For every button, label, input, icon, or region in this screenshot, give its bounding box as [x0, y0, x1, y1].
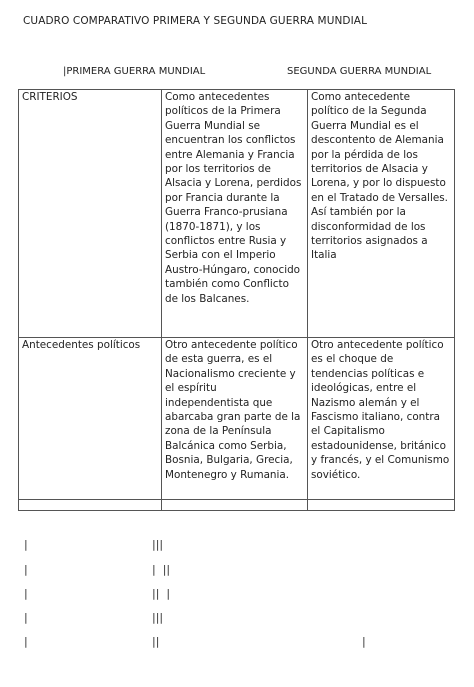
table-row — [19, 90, 455, 338]
stray-mark: | — [362, 635, 366, 648]
stray-mark: | — [24, 611, 28, 624]
stray-mark: | — [24, 563, 28, 576]
empty-cell — [308, 500, 455, 511]
stray-mark: | — [24, 635, 28, 648]
document-title: CUADRO COMPARATIVO PRIMERA Y SEGUNDA GUERRA MUNDIAL — [23, 15, 368, 27]
segunda-cell: Como antecedente político de la Segunda Guerra Mundial es el descontento de Alemania por la pérdida de los territorios de Alsacia y Lorena, y por lo dispuesto en el Tratado de Versalles. Así también por la disconformidad de los territorios asignados a Italia — [308, 90, 455, 338]
stray-mark: || | — [152, 587, 171, 600]
row-label-cell: CRITERIOS — [19, 90, 162, 338]
column-header-primera: |PRIMERA GUERRA MUNDIAL — [63, 66, 206, 77]
stray-mark: | || — [152, 563, 171, 576]
row-label-cell: Antecedentes políticos — [19, 338, 162, 500]
stray-mark: | — [24, 538, 28, 551]
segunda-cell: Otro antecedente político es el choque de tendencias políticas e ideológicas, entre el Nazismo alemán y el Fascismo italiano, contra el Capitalismo estadounidense, británico y francés, y el Comunismo soviético. — [308, 338, 455, 500]
stray-mark: ||| — [152, 611, 164, 624]
primera-cell: Como antecedentes políticos de la Primera Guerra Mundial se encuentran los conflictos entre Alemania y Francia por los territorios de Alsacia y Lorena, perdidos por Francia durante la Guerra Franco-prusiana (1870-1871), y los conflictos entre Rusia y Serbia con el Imperio Austro-Húngaro, conocido también como Conflicto de los Balcanes. — [162, 90, 308, 338]
primera-cell: Otro antecedente político de esta guerra, es el Nacionalismo creciente y el espíritu independentista que abarcaba gran parte de la zona de la Península Balcánica como Serbia, Bosnia, Bulgaria, Grecia, Montenegro y Rumania. — [162, 338, 308, 500]
empty-cell — [162, 500, 308, 511]
stray-mark: | — [24, 587, 28, 600]
column-header-segunda: SEGUNDA GUERRA MUNDIAL — [287, 66, 432, 77]
stray-mark: ||| — [152, 538, 164, 551]
empty-cell — [19, 500, 162, 511]
comparison-table — [18, 89, 455, 511]
table-row — [19, 338, 455, 500]
empty-table-row — [19, 500, 455, 511]
stray-mark: || — [152, 635, 160, 648]
